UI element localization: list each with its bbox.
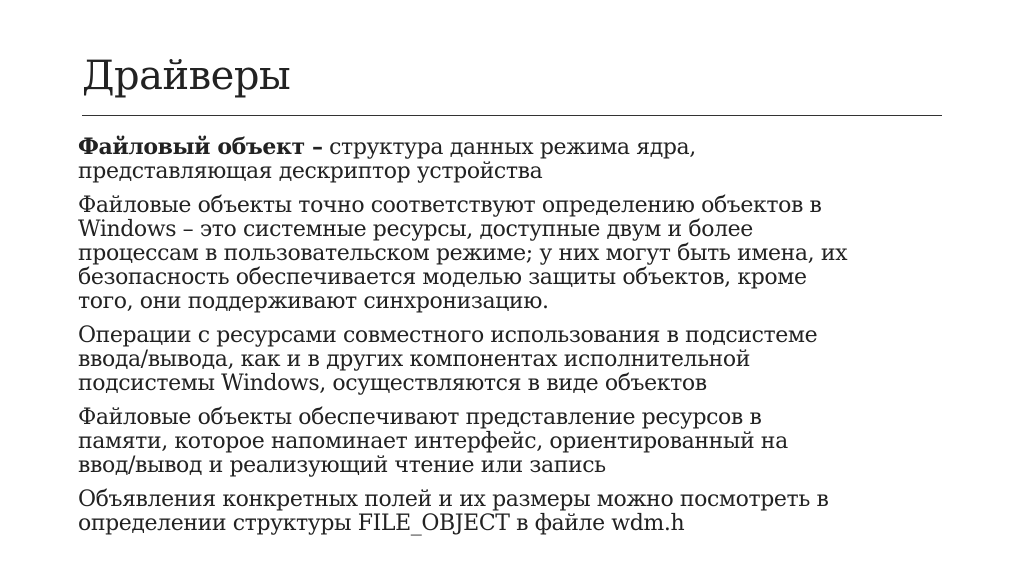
paragraph-line: Файловые объекты обеспечивают представление ресурсов в bbox=[78, 405, 762, 430]
paragraph-windows-objects bbox=[78, 194, 958, 314]
paragraph-line: процессам в пользовательском режиме; у них могут быть имена, их bbox=[78, 241, 848, 266]
paragraph-line: Операции с ресурсами совместного использования в подсистеме bbox=[78, 323, 818, 348]
title-divider bbox=[82, 115, 942, 116]
paragraph-line: памяти, которое напоминает интерфейс, ориентированный на bbox=[78, 429, 788, 454]
paragraph-line: ввода/вывода, как и в других компонентах исполнительной bbox=[78, 347, 751, 372]
slide-body bbox=[78, 135, 958, 546]
paragraph-line: безопасность обеспечивается моделью защиты объектов, кроме bbox=[78, 265, 807, 290]
paragraph-line: того, они поддерживают синхронизацию. bbox=[78, 289, 549, 314]
paragraph-line: ввод/вывод и реализующий чтение или запись bbox=[78, 453, 606, 478]
paragraph-line: определении структуры FILE_OBJECT в файле wdm.h bbox=[78, 511, 685, 536]
paragraph-line: Файловые объекты точно соответствуют определению объектов в bbox=[78, 193, 822, 218]
paragraph-file-object-declaration bbox=[78, 488, 958, 536]
paragraph-line: подсистемы Windows, осуществляются в виде объектов bbox=[78, 371, 707, 396]
paragraph-file-object-definition bbox=[78, 135, 958, 184]
slide-title: Драйверы bbox=[82, 53, 291, 99]
paragraph-line: Windows – это системные ресурсы, доступные двум и более bbox=[78, 217, 753, 242]
paragraph-io-operations bbox=[78, 324, 958, 396]
paragraph-memory-representation bbox=[78, 406, 958, 478]
term-file-object: Файловый объект – bbox=[78, 134, 323, 160]
paragraph-line: представляющая дескриптор устройства bbox=[78, 159, 543, 184]
paragraph-line: структура данных режима ядра, bbox=[322, 135, 696, 160]
paragraph-line: Объявления конкретных полей и их размеры можно посмотреть в bbox=[78, 487, 829, 512]
